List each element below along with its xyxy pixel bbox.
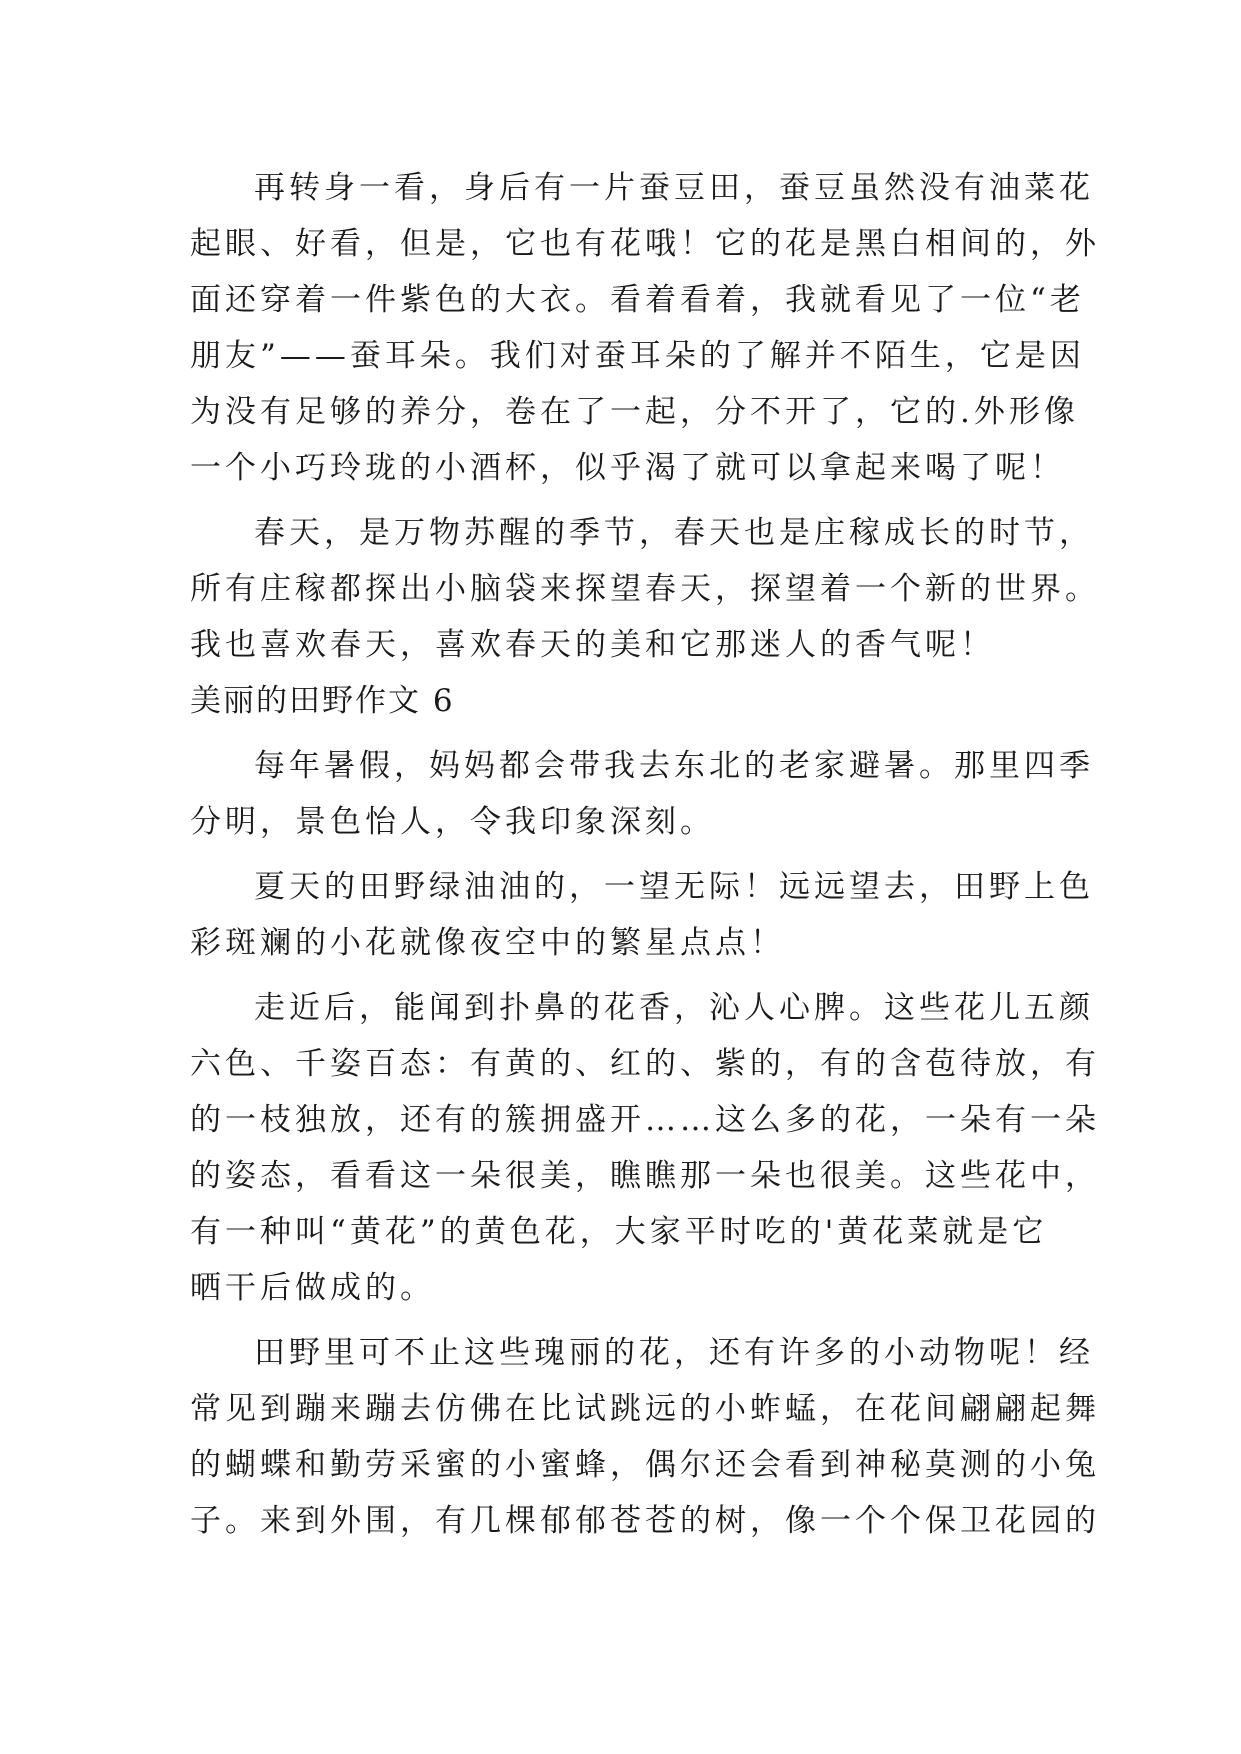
paragraph-3 xyxy=(190,738,1094,850)
paragraph-line: 为没有足够的养分，卷在了一起，分不开了，它的.外形像 xyxy=(190,394,1079,430)
paragraph-line: 的一枝独放，还有的簇拥盛开……这么多的花，一朵有一朵 xyxy=(190,1102,1100,1138)
paragraph-line: 所有庄稼都探出小脑袋来探望春天，探望着一个新的世界。 xyxy=(190,571,1100,607)
paragraph-line: 每年暑假，妈妈都会带我去东北的老家避暑。那里四季 xyxy=(254,748,1094,784)
paragraph-spacer xyxy=(190,729,1050,738)
paragraph-line: 的姿态，看看这一朵很美，瞧瞧那一朵也很美。这些花中， xyxy=(190,1158,1100,1194)
paragraph-line: 常见到蹦来蹦去仿佛在比试跳远的小蚱蜢，在花间翩翩起舞 xyxy=(190,1391,1100,1427)
paragraph-spacer xyxy=(190,971,1050,980)
paragraph-1 xyxy=(190,160,1100,496)
paragraph-6 xyxy=(190,1325,1100,1549)
paragraph-line: 田野里可不止这些瑰丽的花，还有许多的小动物呢！经 xyxy=(254,1335,1094,1371)
paragraph-line: 彩斑斓的小花就像夜空中的繁星点点！ xyxy=(190,925,785,961)
paragraph-spacer xyxy=(190,1316,1050,1325)
paragraph-4 xyxy=(190,859,1094,971)
paragraph-line: 的蝴蝶和勤劳采蜜的小蜜蜂，偶尔还会看到神秘莫测的小兔 xyxy=(190,1447,1100,1483)
paragraph-line: 面还穿着一件紫色的大衣。看着看着，我就看见了一位“老 xyxy=(190,282,1085,318)
paragraph-line: 春天，是万物苏醒的季节，春天也是庄稼成长的时节， xyxy=(254,515,1094,551)
paragraph-line: 有一种叫“黄花”的黄色花，大家平时吃的'黄花菜就是它 xyxy=(190,1214,1048,1250)
paragraph-line: 夏天的田野绿油油的，一望无际！远远望去，田野上色 xyxy=(254,869,1094,905)
paragraph-line: 晒干后做成的。 xyxy=(190,1270,435,1306)
paragraph-spacer xyxy=(190,850,1050,859)
paragraph-line: 六色、千姿百态：有黄的、红的、紫的，有的含苞待放，有 xyxy=(190,1046,1100,1082)
paragraph-spacer xyxy=(190,496,1050,505)
section-heading: 美丽的田野作文 6 xyxy=(190,683,455,719)
paragraph-2 xyxy=(190,505,1100,673)
paragraph-line: 子。来到外围，有几棵郁郁苍苍的树，像一个个保卫花园的 xyxy=(190,1503,1100,1539)
document-body xyxy=(190,160,1100,1549)
paragraph-line: 朋友”——蚕耳朵。我们对蚕耳朵的了解并不陌生，它是因 xyxy=(190,338,1085,374)
paragraph-line: 我也喜欢春天，喜欢春天的美和它那迷人的香气呢！ xyxy=(190,627,995,663)
paragraph-line: 起眼、好看，但是，它也有花哦！它的花是黑白相间的，外 xyxy=(190,226,1100,262)
paragraph-line: 分明，景色怡人，令我印象深刻。 xyxy=(190,804,715,840)
paragraph-5 xyxy=(190,980,1100,1316)
paragraph-line: 走近后，能闻到扑鼻的花香，沁人心脾。这些花儿五颜 xyxy=(254,990,1094,1026)
paragraph-line: 再转身一看，身后有一片蚕豆田，蚕豆虽然没有油菜花 xyxy=(254,170,1094,206)
paragraph-line: 一个小巧玲珑的小酒杯，似乎渴了就可以拿起来喝了呢！ xyxy=(190,450,1065,486)
